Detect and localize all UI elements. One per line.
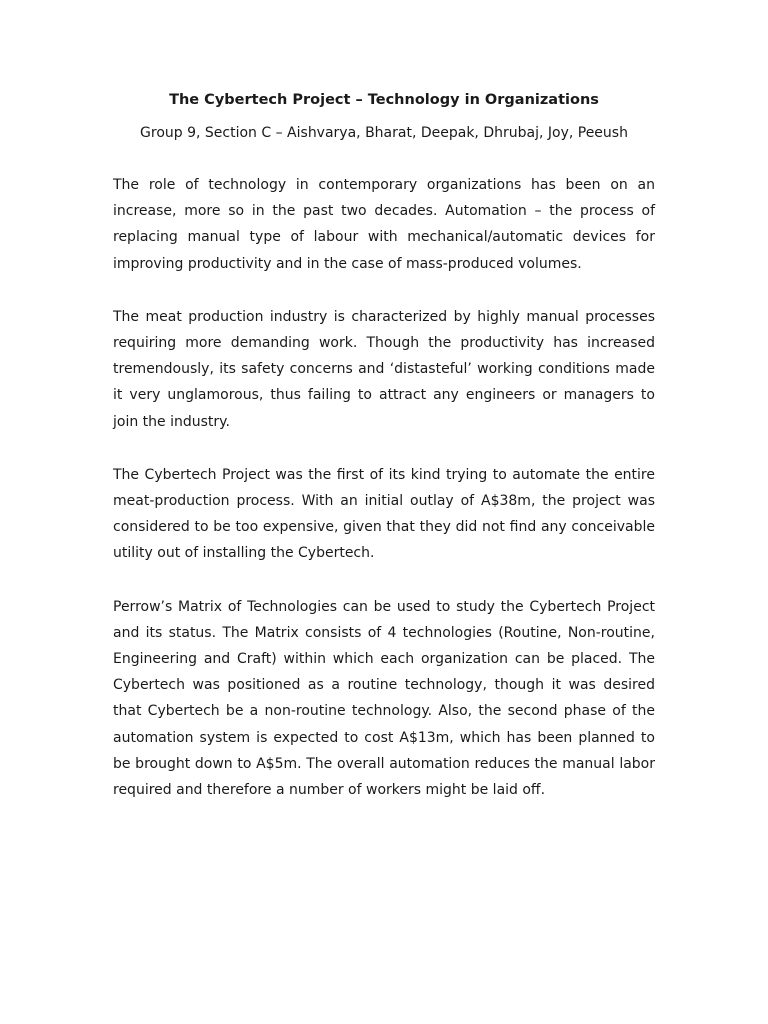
document-page [113, 90, 655, 803]
document-authors: Group 9, Section C – Aishvarya, Bharat, Deepak, Dhrubaj, Joy, Peeush [140, 125, 628, 141]
paragraph-perrow-matrix: Perrow’s Matrix of Technologies can be used to study the Cybertech Project and its status. The Matrix consists of 4 technologies (Routine, Non-routine, Engineering and Craft) within which each organization can be placed. The Cybertech was positioned as a routine technology, though it was desired that Cybertech be a non-routine technology. Also, the second phase of the automation system is expected to cost A$13m, which has been planned to be brought down to A$5m. The overall automation reduces the manual labor required and therefore a number of workers might be laid off. [113, 598, 655, 799]
document-title: The Cybertech Project – Technology in Organizations [169, 92, 599, 108]
paragraph-intro: The role of technology in contemporary organizations has been on an increase, more so in the past two decades. Automation – the process of replacing manual type of labour with mechanical/automatic devices for improving productivity and in the case of mass-produced volumes. [113, 177, 655, 272]
paragraph-meat-industry: The meat production industry is characterized by highly manual processes requiring more demanding work. Though the productivity has increased tremendously, its safety concerns and ‘distasteful’ working conditions made it very unglamorous, thus failing to attract any engineers or managers to join the industry. [113, 308, 655, 430]
paragraph-cybertech-project: The Cybertech Project was the first of its kind trying to automate the entire meat-production process. With an initial outlay of A$38m, the project was considered to be too expensive, given that they did not find any conceivable utility out of installing the Cybertech. [113, 466, 655, 562]
